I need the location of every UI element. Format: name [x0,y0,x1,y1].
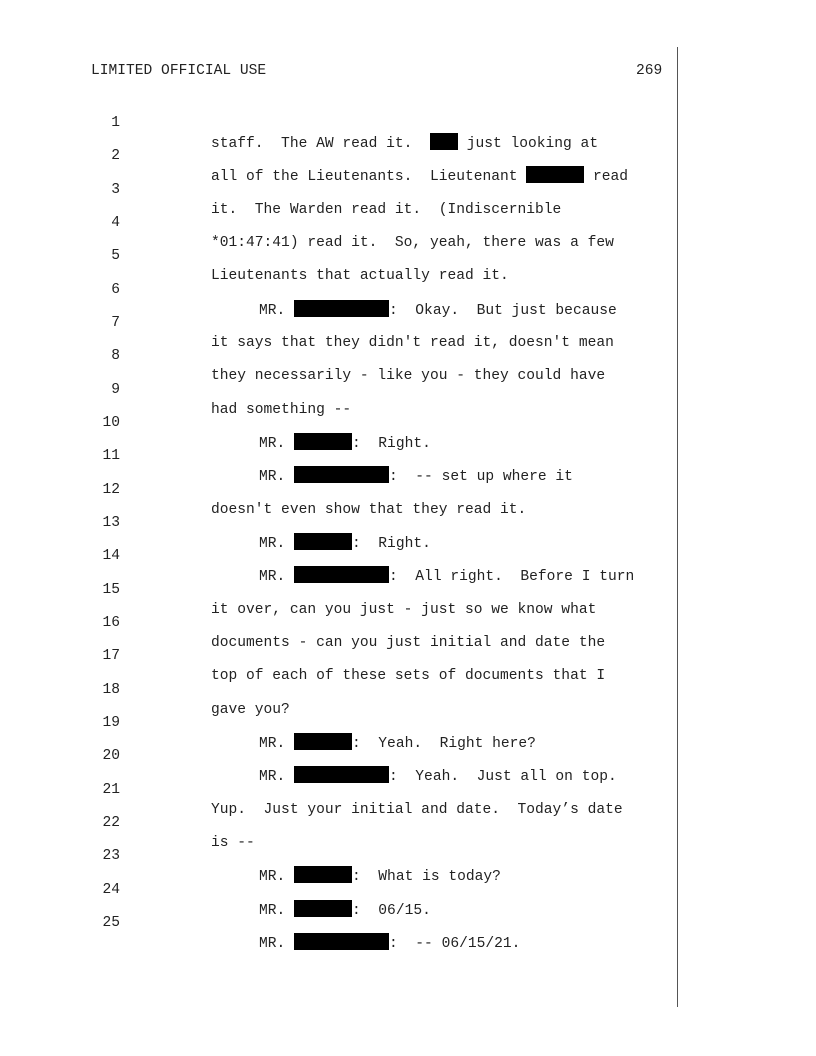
line-text: MR. : Right. [259,533,431,554]
transcript-line [0,260,700,319]
transcript-line [0,126,700,185]
line-number: 9 [111,382,120,398]
line-text: Yup. Just your initial and date. Today’s date [211,802,623,818]
line-text: gave you? [211,702,290,718]
line-text: it says that they didn't read it, doesn't mean [211,335,614,351]
line-text: it over, can you just - just so we know what [211,602,597,618]
line-number: 17 [102,648,120,664]
line-text: MR. : -- set up where it [259,466,573,487]
line-number: 23 [102,848,120,864]
line-number: 3 [111,182,120,198]
line-text: MR. : Yeah. Just all on top. [259,766,617,787]
line-number: 25 [102,915,120,931]
line-number: 4 [111,215,120,231]
transcript-line [0,226,700,284]
line-number: 7 [111,315,120,331]
line-text: it. The Warden read it. (Indiscernible [211,202,562,218]
line-text: MR. : 06/15. [259,900,431,921]
line-text: top of each of these sets of documents that I [211,668,606,684]
page-number: 269 [636,63,663,79]
transcript-line [0,626,700,684]
line-number: 22 [102,815,120,831]
transcript-line [0,93,700,152]
line-text: MR. : Yeah. Right here? [259,733,536,754]
line-number: 24 [102,882,120,898]
line-text: had something -- [211,402,352,418]
transcript-line [0,526,700,585]
line-number: 2 [111,148,120,164]
line-number: 18 [102,682,120,698]
line-text: all of the Lieutenants. Lieutenant read [211,166,628,187]
line-number: 5 [111,248,120,264]
line-number: 21 [102,782,120,798]
line-number: 6 [111,282,120,298]
line-number: 12 [102,482,120,498]
line-text: Lieutenants that actually read it. [211,268,509,284]
line-number: 16 [102,615,120,631]
transcript-line [0,460,700,518]
transcript-line [0,660,700,718]
line-text: documents - can you just initial and date the [211,635,606,651]
transcript-line [0,493,700,552]
transcript-line [0,393,700,452]
line-text: *01:47:41) read it. So, yeah, there was a few [211,235,614,251]
line-text: is -- [211,835,255,851]
line-text: staff. The AW read it. just looking at [211,133,598,154]
transcript-line [0,293,700,351]
transcript-line [0,860,700,919]
line-text: MR. : -- 06/15/21. [259,933,520,954]
transcript-line [0,693,700,752]
transcript-line [0,360,700,418]
line-number: 10 [102,415,120,431]
line-number: 13 [102,515,120,531]
transcript-line [0,426,700,485]
transcript-line [0,760,700,818]
line-number: 11 [102,448,120,464]
line-text: MR. : All right. Before I turn [259,566,634,587]
transcript-line [0,826,700,885]
transcript-line [0,726,700,785]
line-number: 19 [102,715,120,731]
redaction-block [294,933,389,950]
transcript-line [0,326,700,384]
header-classification: LIMITED OFFICIAL USE [91,63,267,79]
line-text: MR. : Right. [259,433,431,454]
transcript-line [0,893,700,952]
line-number: 14 [102,548,120,564]
transcript-line [0,560,700,618]
line-text: MR. : What is today? [259,866,501,887]
line-text: they necessarily - like you - they could have [211,368,606,384]
line-number: 20 [102,748,120,764]
transcript-line [0,160,700,218]
line-text: MR. : Okay. But just because [259,300,617,321]
line-text: doesn't even show that they read it. [211,502,527,518]
transcript-line [0,193,700,251]
transcript-line [0,793,700,851]
line-number: 1 [111,115,120,131]
line-number: 8 [111,348,120,364]
transcript-line [0,593,700,651]
line-number: 15 [102,582,120,598]
